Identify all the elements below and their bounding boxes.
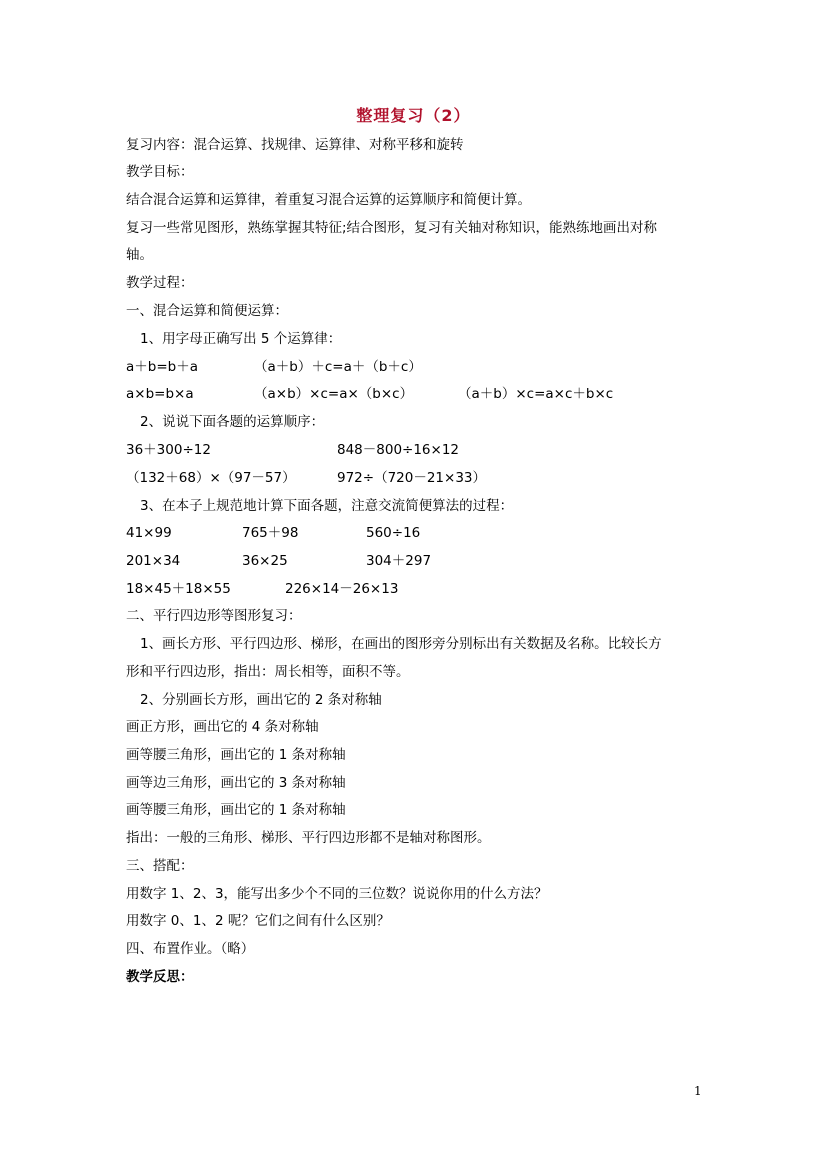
goal-1: 结合混合运算和运算律，着重复习混合运算的运算顺序和简便计算。 [126,192,531,208]
expression: 41×99 [126,525,172,541]
section-1-item-1: 1、用字母正确写出 5 个运算律： [140,331,342,347]
law-formula: （a＋b）×c=a×c＋b×c [458,386,614,402]
law-row-2 [126,384,726,404]
calc-row-2 [126,551,726,571]
goal-2-line1: 复习一些常见图形，熟练掌握其特征;结合图形，复习有关轴对称知识，能熟练地画出对称 [126,220,658,236]
law-formula: （a×b）×c=a×（b×c） [254,386,414,402]
section-2-line-6: 画等腰三角形，画出它的 1 条对称轴 [126,802,346,818]
goal-heading: 教学目标： [126,164,194,180]
law-formula: a×b=b×a [126,386,194,402]
expression: 304＋297 [366,553,432,569]
section-1-item-3: 3、在本子上规范地计算下面各题，注意交流简便算法的过程： [140,498,514,514]
section-2-line-4: 画等腰三角形，画出它的 1 条对称轴 [126,747,346,763]
section-2-heading: 二、平行四边形等图形复习： [126,608,302,624]
section-2-item-2: 2、分别画长方形，画出它的 2 条对称轴 [140,692,382,708]
expression: 560÷16 [366,525,421,541]
order-row-1 [126,440,726,460]
process-heading: 教学过程： [126,275,194,291]
law-formula: a＋b=b＋a [126,359,198,375]
expression: （132＋68）×（97－57） [126,470,296,486]
law-formula: （a＋b）＋c=a＋（b＋c） [254,359,422,375]
section-2-line-5: 画等边三角形，画出它的 3 条对称轴 [126,775,346,791]
reflection-heading: 教学反思： [126,969,194,985]
calc-row-3 [126,579,726,599]
expression: 765＋98 [242,525,299,541]
expression: 36＋300÷12 [126,442,211,458]
section-2-note: 指出：一般的三角形、梯形、平行四边形都不是轴对称图形。 [126,830,491,846]
review-content: 复习内容：混合运算、找规律、运算律、对称平移和旋转 [126,137,464,153]
expression: 972÷（720－21×33） [337,470,487,486]
section-1-heading: 一、混合运算和简便运算： [126,303,288,319]
expression: 18×45＋18×55 [126,581,231,597]
section-4-heading: 四、布置作业。（略） [126,941,255,957]
section-2-item-1-line2: 形和平行四边形，指出：周长相等，面积不等。 [126,664,410,680]
expression: 201×34 [126,553,181,569]
section-3-line-1: 用数字 1、2、3，能写出多少个不同的三位数？说说你用的什么方法？ [126,886,548,902]
goal-2-line2: 轴。 [126,247,153,263]
expression: 848－800÷16×12 [337,442,460,458]
calc-row-1 [126,523,726,543]
expression: 226×14－26×13 [285,581,399,597]
expression: 36×25 [242,553,288,569]
section-1-item-2: 2、说说下面各题的运算顺序： [140,414,325,430]
law-row-1 [126,357,726,377]
page-number: 1 [694,1084,702,1098]
section-2-line-3: 画正方形，画出它的 4 条对称轴 [126,719,319,735]
section-3-line-2: 用数字 0、1、2 呢？它们之间有什么区别？ [126,913,390,929]
section-2-item-1-line1: 1、画长方形、平行四边形、梯形，在画出的图形旁分别标出有关数据及名称。比较长方 [140,636,662,652]
order-row-2 [126,468,726,488]
section-3-heading: 三、搭配： [126,858,194,874]
page-title: 整理复习（2） [356,106,471,125]
